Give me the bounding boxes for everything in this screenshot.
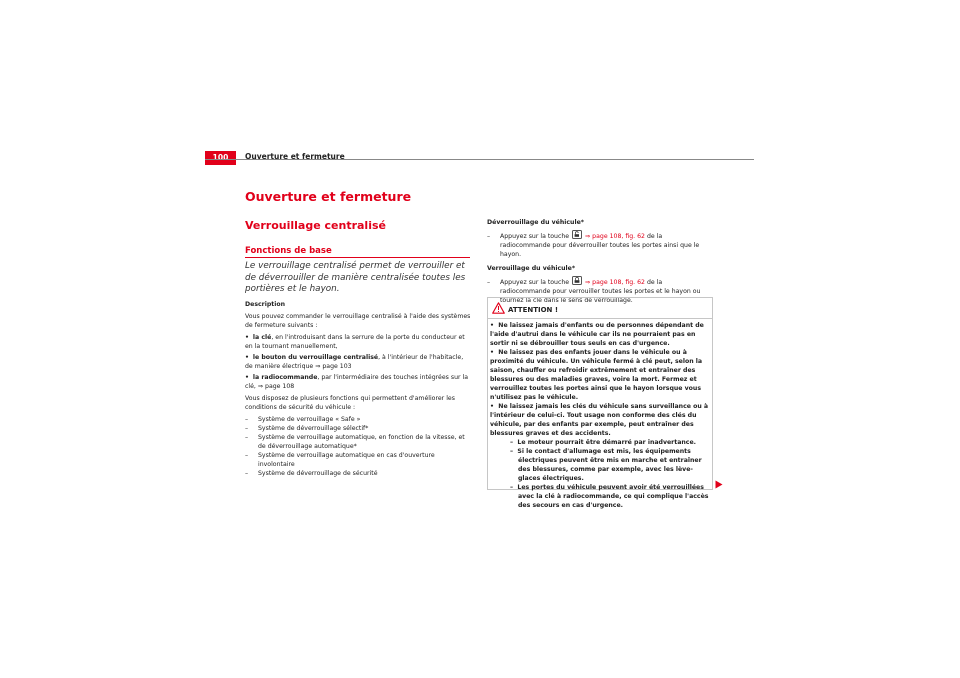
section-title: Verrouillage centralisé xyxy=(245,219,386,232)
running-header: Ouverture et fermeture xyxy=(245,152,345,161)
description-para: Vous disposez de plusieurs fonctions qui permettent d'améliorer les conditions de sécurité du véhicule : xyxy=(245,395,455,411)
warning-item: • Ne laissez jamais les clés du véhicule sans surveillance ou à l'intérieur de celui-ci. Tout usage non conforme des clés du véhicule, par des enfants par exemple, peut entraîner des blessures graves et des accidents. xyxy=(490,403,709,437)
subsection-rule xyxy=(245,257,470,258)
warning-subitem: – Le moteur pourrait être démarré par inadvertance. xyxy=(510,439,696,446)
page-number: 100 xyxy=(205,151,236,165)
description-column xyxy=(245,300,471,478)
unlock-page-ref[interactable]: ⇒ page 108, fig. 62 xyxy=(585,233,645,240)
list-item: – Système de verrouillage automatique en cas d'ouverture involontaire xyxy=(245,452,435,468)
next-page-arrow-icon[interactable] xyxy=(715,480,723,489)
list-item: • la radiocommande, par l'intermédiaire des touches intégrées sur la clé, ⇒ page 108 xyxy=(245,374,469,390)
warning-subitem: – Si le contact d'allumage est mis, les équipements électriques peuvent être mis en marche et entraîner des blessures, comme par exemple, avec les lève-glaces électriques. xyxy=(510,448,702,482)
warning-subitem: – Les portes du véhicule peuvent avoir été verrouillées avec la clé à radiocommande, ce qui complique l'accès des secours en cas d'urgence. xyxy=(510,484,709,509)
description-para: Vous pouvez commander le verrouillage centralisé à l'aide des systèmes de fermeture suivants : xyxy=(245,313,471,329)
remote-column xyxy=(487,218,713,305)
lock-step: – Appuyez sur la touche ⇒ page 108, fig. 62 de la radiocommande pour verrouiller toutes les portes et le hayon ou tournez la clé dans le sens de verrouillage. xyxy=(487,276,713,305)
chapter-title: Ouverture et fermeture xyxy=(245,189,412,204)
list-item: – Système de verrouillage « Safe » xyxy=(245,416,361,423)
unlock-step: – Appuyez sur la touche ⇒ page 108, fig. 62 de la radiocommande pour déverrouiller toutes les portes ainsi que le hayon. xyxy=(487,230,713,259)
list-item: • la clé, en l'introduisant dans la serrure de la porte du conducteur et en la tournant manuellement, xyxy=(245,334,465,350)
unlock-heading: Déverrouillage du véhicule* xyxy=(487,219,585,226)
warning-title: ATTENTION ! xyxy=(508,306,559,314)
lock-heading: Verrouillage du véhicule* xyxy=(487,265,576,272)
lock-page-ref[interactable]: ⇒ page 108, fig. 62 xyxy=(585,279,645,286)
warning-body xyxy=(490,321,710,510)
intro-text: Le verrouillage centralisé permet de verrouiller et de déverrouiller de manière centralisée toutes les portières et le hayon. xyxy=(245,261,466,294)
warning-item: • Ne laissez jamais d'enfants ou de personnes dépendant de l'aide d'autrui dans le véhicule car ils ne pourraient pas en sortir ni se débrouiller tous seuls en cas d'urgence. xyxy=(490,322,704,347)
list-item: – Système de déverrouillage sélectif* xyxy=(245,425,369,432)
description-heading: Description xyxy=(245,301,286,308)
unlock-key-icon xyxy=(572,230,582,239)
warning-divider xyxy=(488,318,712,319)
warning-box xyxy=(487,297,713,509)
warning-item: • Ne laissez pas des enfants jouer dans le véhicule ou à proximité du véhicule. Un véhicule fermé à clé peut, selon la saison, chauffer ou refroidir extrêmement et entraîner des blessures ou des maladies graves, voire la mort. Fermez et verrouillez toutes les portes ainsi que le hayon lorsque vous n'utilisez pas le véhicule. xyxy=(490,349,703,401)
list-item: • le bouton du verrouillage centralisé, à l'intérieur de l'habitacle, de manière électrique ⇒ page 103 xyxy=(245,354,464,370)
list-item: – Système de déverrouillage de sécurité xyxy=(245,470,378,477)
warning-header xyxy=(488,302,712,316)
list-item: – Système de verrouillage automatique, en fonction de la vitesse, et de déverrouillage automatique* xyxy=(245,434,465,450)
warning-triangle-icon xyxy=(492,302,505,314)
lock-key-icon xyxy=(572,276,582,285)
header-rule xyxy=(205,159,754,160)
subsection-title: Fonctions de base xyxy=(245,246,332,256)
